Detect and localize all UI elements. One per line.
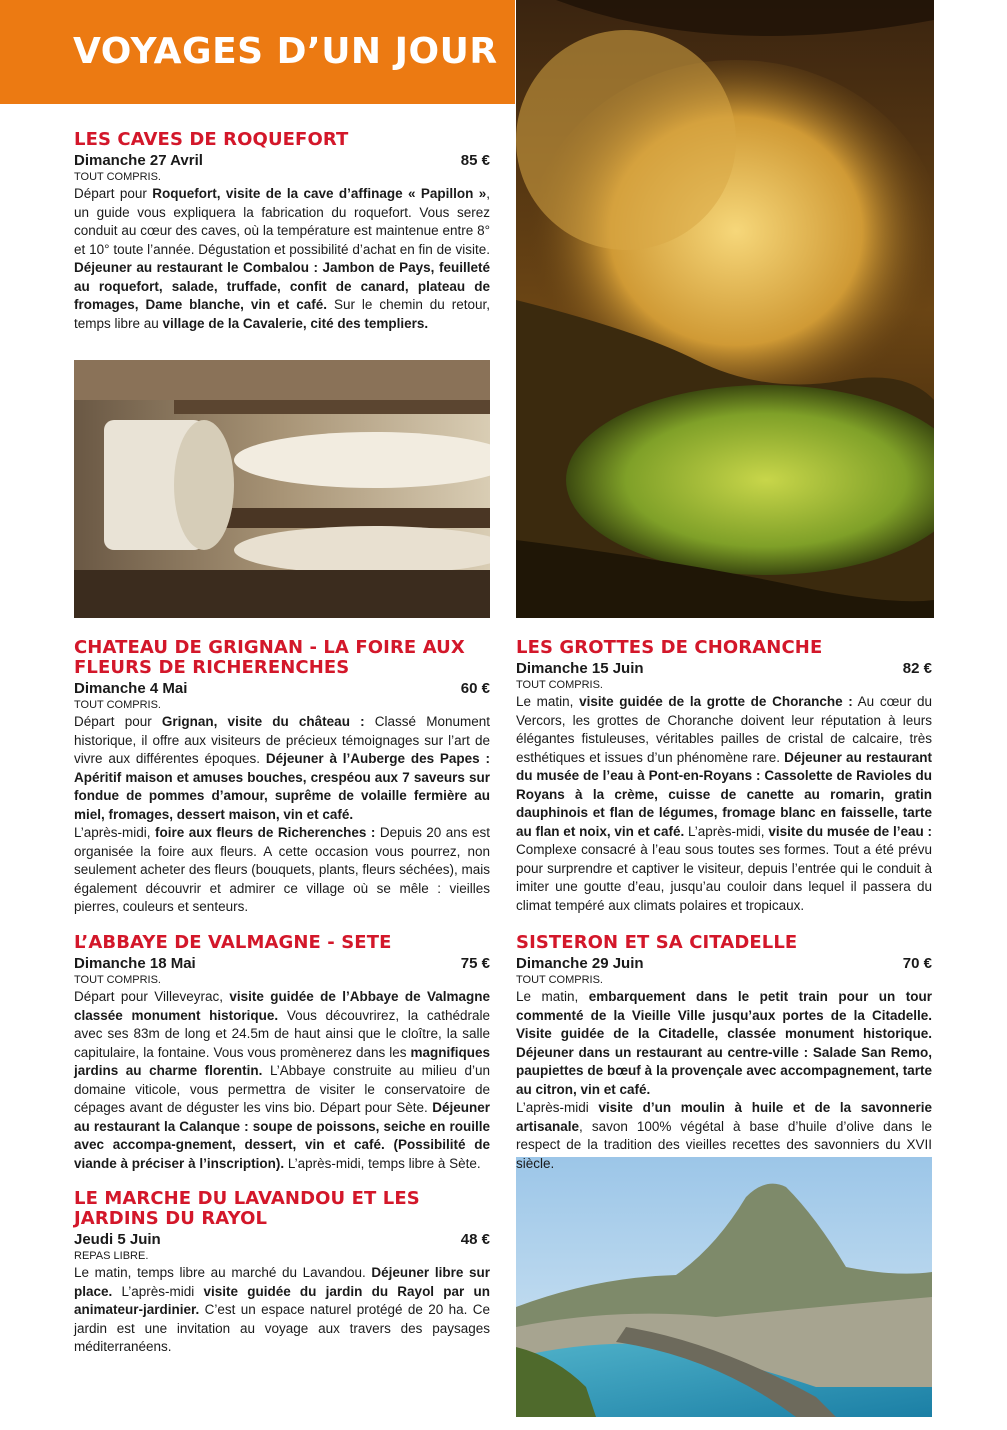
bold-text: Roquefort, visite de la cave d’affinage « Papillon »	[152, 186, 487, 201]
bold-text: embarquement dans le petit train pour un tour commenté de la Vieille Ville jusqu’aux portes de la Citadelle. Visite guidée de la Citadelle, classée monument historique. Déjeuner dans un restaurant au centre-ville : Salade San Remo, paupiettes de bœuf à la provençale avec accompagnement, tarte au citron, vin et café.	[516, 989, 933, 1097]
bold-text: Déjeuner à l’Auberge des Papes : Apéritif maison et amuses bouches, crespéou aux 7 saveurs sur fondue de pommes d’amour, suprême de volaille fermière au miel, fromages, dessert maison, vin et café.	[74, 751, 490, 822]
body-paragraph	[516, 1099, 932, 1173]
date-price-row	[74, 1230, 490, 1249]
body-text: Classé Monument historique, il offre aux visiteurs de précieux témoignages sur l’art de vivre aux différentes époques.	[74, 714, 490, 766]
body-text: L’après-midi	[112, 1283, 204, 1299]
article-price: 75 €	[460, 955, 490, 972]
article-title: CHATEAU DE GRIGNAN - LA FOIRE AUX FLEURS DE RICHERENCHES	[74, 637, 465, 678]
date-price-row	[516, 659, 932, 678]
page-title: VOYAGES D’UN JOUR	[73, 31, 498, 72]
article-title: L’ABBAYE DE VALMAGNE - SETE	[74, 932, 392, 953]
article-inclusion: TOUT COMPRIS.	[516, 679, 603, 691]
bold-text: Déjeuner au restaurant du musée de l’eau à Pont-en-Royans : Cassolette de Ravioles du Royans à la crème, cuisse de canette au romarin, gratin dauphinois et flan de légumes, fromage blanc en faisselle, tarte au flan et noix, vin et café.	[516, 749, 932, 839]
body-paragraph	[74, 713, 490, 824]
body-text: Depuis 20 ans est organisée la foire aux fleurs. A cette occasion vous pourrez, non seulement acheter des fleurs (bouquets, plants, fleurs séchées), mais également découvrir et admirer ce village où se mêle : vieilles pierres, couleurs et senteurs.	[74, 825, 490, 914]
roquefort-cheese-photo	[74, 360, 490, 618]
article-price: 82 €	[902, 660, 932, 677]
bold-text: Déjeuner au restaurant le Combalou : Jambon de Pays, feuilleté au roquefort, salade, truffade, confit de canard, plateau de fromages, Dame blanche, vin et café.	[74, 260, 490, 312]
bold-text: Grignan, visite du château :	[161, 714, 365, 729]
body-text: Départ pour	[74, 186, 153, 201]
body-paragraph	[74, 1264, 490, 1357]
article-inclusion: TOUT COMPRIS.	[516, 974, 603, 986]
header-banner	[0, 0, 515, 104]
article-inclusion: TOUT COMPRIS.	[74, 974, 161, 986]
article-choranche	[516, 638, 932, 915]
article-body	[516, 988, 932, 1173]
body-text: , savon 100% végétal à base d’huile d’olive dans le respect de la tradition des vieilles recettes des savonniers du XVII siècle.	[516, 1118, 932, 1171]
article-date: Dimanche 18 Mai	[74, 955, 196, 972]
article-title: SISTERON ET SA CITADELLE	[516, 932, 798, 953]
bold-text: magnifiques jardins au charme florentin.	[74, 1044, 490, 1078]
bold-text: foire aux fleurs de Richerenches :	[155, 825, 376, 840]
article-title: LE MARCHE DU LAVANDOU ET LES JARDINS DU RAYOL	[74, 1188, 420, 1229]
article-inclusion: REPAS LIBRE.	[74, 1250, 149, 1262]
bold-text: Déjeuner au restaurant la Calanque : soupe de poissons, seiche en rouille avec accompa-gnement, dessert, vin et café. (Possibilité de viande à préciser à l’inscription).	[74, 1100, 490, 1171]
article-roquefort	[74, 130, 490, 333]
date-price-row	[74, 679, 490, 698]
article-inclusion: TOUT COMPRIS.	[74, 699, 161, 711]
article-date: Dimanche 29 Juin	[516, 955, 644, 972]
cave-photo	[516, 0, 934, 618]
article-valmagne	[74, 933, 490, 1173]
bold-text: visite guidée de l’Abbaye de Valmagne classée monument historique.	[74, 989, 490, 1023]
bold-text: village de la Cavalerie, cité des templiers.	[162, 315, 429, 331]
bold-text: visite guidée de la grotte de Choranche :	[579, 694, 853, 709]
article-date: Dimanche 4 Mai	[74, 680, 188, 697]
body-paragraph	[516, 988, 932, 1099]
body-text: L’après-midi,	[74, 825, 155, 840]
bold-text: visite guidée du jardin du Rayol par un animateur-jardinier.	[74, 1283, 490, 1317]
body-text: Complexe consacré à l’eau sous toutes ses formes. Tout a été prévu pour surprendre et captiver le visiteur, depuis l’entrée qui le conduit à imiter une goutte d’eau, jusqu’au couloir dans lequel il passera du climat tempéré aux climats polaires et tropicaux.	[516, 842, 932, 913]
article-date: Jeudi 5 Juin	[74, 1231, 161, 1248]
article-date: Dimanche 15 Juin	[516, 660, 644, 677]
article-price: 70 €	[902, 955, 932, 972]
article-price: 48 €	[460, 1231, 490, 1248]
date-price-row	[74, 954, 490, 973]
sisteron-lake-photo	[516, 1157, 932, 1417]
body-text: Départ pour Villeveyrac,	[74, 989, 230, 1004]
article-price: 60 €	[460, 680, 490, 697]
body-paragraph	[74, 185, 490, 333]
date-price-row	[516, 954, 932, 973]
body-text: L’Abbaye construite au milieu d’un domaine viticole, vous permettra de visiter le conservatoire de cépages avant de déguster les vins bio. Départ pour Sète.	[74, 1063, 490, 1115]
bold-text: Déjeuner libre sur place.	[74, 1265, 490, 1299]
body-text: L’après-midi, temps libre à Sète.	[284, 1155, 481, 1171]
body-text: Départ pour	[74, 714, 162, 729]
article-inclusion: TOUT COMPRIS.	[74, 171, 161, 183]
article-body	[74, 713, 490, 917]
body-text: Sur le chemin du retour, temps libre au	[74, 297, 491, 331]
body-text: L’après-midi	[516, 1100, 599, 1115]
body-text: , un guide vous expliquera la fabrication du roquefort. Vous serez conduit au cœur des caves, où la température est maintenue entre 8° et 10° toute l’année. Dégustation et possibilité d’achat en fin de visite.	[74, 186, 490, 257]
bold-text: visite d’un moulin à huile et de la savonnerie artisanale	[516, 1100, 933, 1134]
article-body	[74, 988, 490, 1173]
article-lavandou	[74, 1189, 490, 1357]
article-sisteron	[516, 933, 932, 1173]
article-price: 85 €	[460, 152, 490, 169]
body-paragraph	[516, 693, 932, 915]
body-text: Le matin,	[516, 989, 589, 1004]
article-title: LES CAVES DE ROQUEFORT	[74, 129, 349, 150]
date-price-row	[74, 151, 490, 170]
article-body	[516, 693, 932, 915]
body-text: Vous découvrirez, la cathédrale avec ses 83m de long et 24.5m de haut ainsi que le cloître, la salle capitulaire, la fontaine. Vous vous promènerez dans les	[74, 1007, 490, 1060]
body-text: Au cœur du Vercors, les grottes de Choranche doivent leur réputation à leurs élégantes fistuleuses, véritables pailles de cristal de calcaire, très esthétiques et issues d’un phénomène rare.	[516, 694, 932, 765]
article-body	[74, 185, 490, 333]
body-text: L’après-midi,	[684, 823, 769, 839]
body-paragraph	[74, 824, 490, 917]
body-text: Le matin, temps libre au marché du Lavandou.	[74, 1265, 372, 1280]
article-grignan	[74, 638, 490, 917]
body-paragraph	[74, 988, 490, 1173]
article-body	[74, 1264, 490, 1357]
article-date: Dimanche 27 Avril	[74, 152, 203, 169]
bold-text: visite du musée de l’eau :	[768, 823, 933, 839]
body-text: Le matin,	[516, 694, 580, 709]
body-text: C’est un espace naturel protégé de 20 ha. Ce jardin est une invitation au voyage aux travers des paysages méditerranéens.	[74, 1302, 490, 1354]
article-title: LES GROTTES DE CHORANCHE	[516, 637, 823, 658]
